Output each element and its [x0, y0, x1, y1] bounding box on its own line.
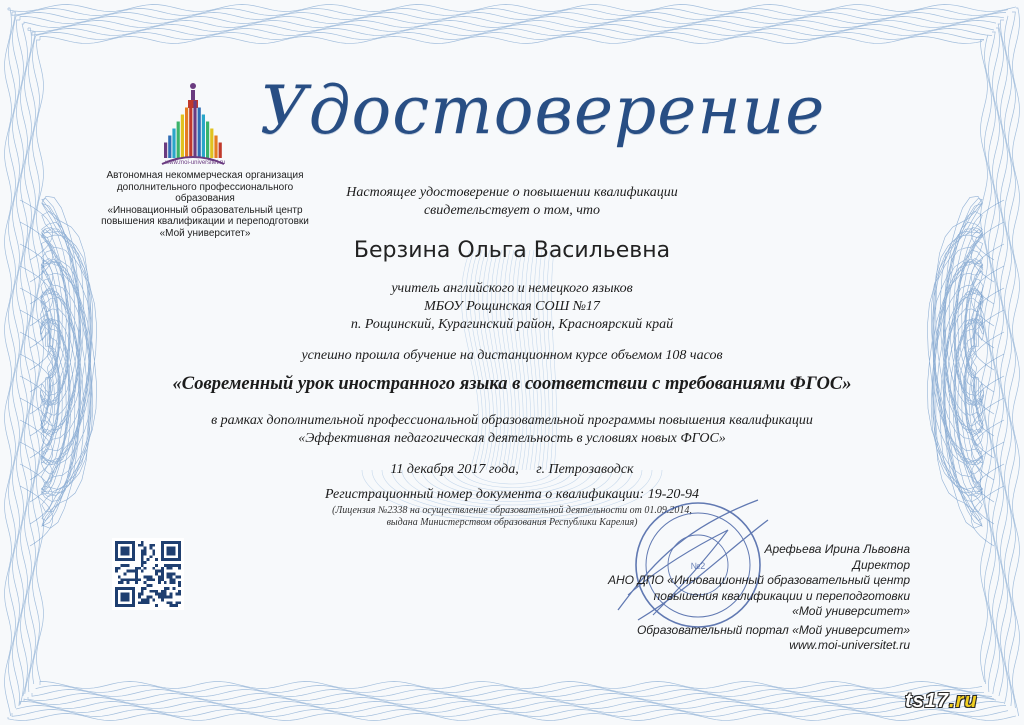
org-line: Автономная некоммерческая организация	[106, 170, 304, 181]
intro-line-1: Настоящее удостоверение о повышении квалификации	[346, 185, 678, 200]
qr-code	[112, 538, 184, 610]
svg-text:№2: №2	[690, 561, 706, 571]
signatory-name: Арефьева Ирина Львовна	[764, 542, 910, 556]
org-line: «Мой университет»	[159, 227, 251, 239]
org-line: дополнительного профессионального образования	[116, 181, 294, 204]
signatory-role: Директор	[852, 557, 910, 572]
position-line-1: учитель английского и немецкого языков	[391, 281, 633, 296]
signature-block	[560, 542, 910, 654]
certificate-title: Удостоверение	[260, 72, 826, 149]
course-title: «Современный урок иностранного языка в соответствии с требованиями ФГОС»	[172, 374, 852, 394]
program-line-1: в рамках дополнительной профессиональной образовательной программы повышения квалификации	[211, 413, 813, 428]
signatory-org-1: АНО ДПО «Инновационный образовательный центр	[608, 573, 910, 587]
signatory-org-2: повышения квалификации и переподготовки	[653, 588, 910, 603]
position-line-2: МБОУ Рощинская СОШ №17	[424, 299, 600, 314]
portal-name: Образовательный портал «Мой университет»	[636, 622, 910, 637]
watermark-suffix: .ru	[949, 690, 978, 712]
org-line: «Инновационный образовательный центр	[107, 204, 303, 216]
completion-text: успешно прошла обучение на дистанционном курсе объемом 108 часов	[301, 348, 723, 363]
registration-number: Регистрационный номер документа о квалификации: 19-20-94	[324, 487, 700, 502]
site-watermark	[905, 690, 978, 713]
program-line-2: «Эффективная педагогическая деятельность в условиях новых ФГОС»	[298, 431, 726, 446]
org-line: повышения квалификации и переподготовки	[101, 216, 309, 227]
portal-site: www.moi-universitet.ru	[789, 638, 910, 652]
intro-line-2: свидетельствует о том, что	[423, 203, 601, 218]
position-line-3: п. Рощинский, Курагинский район, Красноярский край	[350, 317, 674, 332]
license-line-1: (Лицензия №2338 на осуществление образовательной деятельности от 01.09.2014,	[332, 505, 692, 516]
logo-url: www.moi-universitet.ru	[164, 160, 226, 166]
date-place: 11 декабря 2017 года, г. Петрозаводск	[390, 462, 634, 477]
license-line-2: выдана Министерством образования Республики Карелия)	[386, 517, 638, 528]
watermark-text: ts17	[905, 690, 950, 712]
recipient-name: Берзина Ольга Васильевна	[353, 238, 671, 263]
signatory-org-3: «Мой университет»	[792, 604, 910, 618]
university-logo	[160, 80, 226, 168]
